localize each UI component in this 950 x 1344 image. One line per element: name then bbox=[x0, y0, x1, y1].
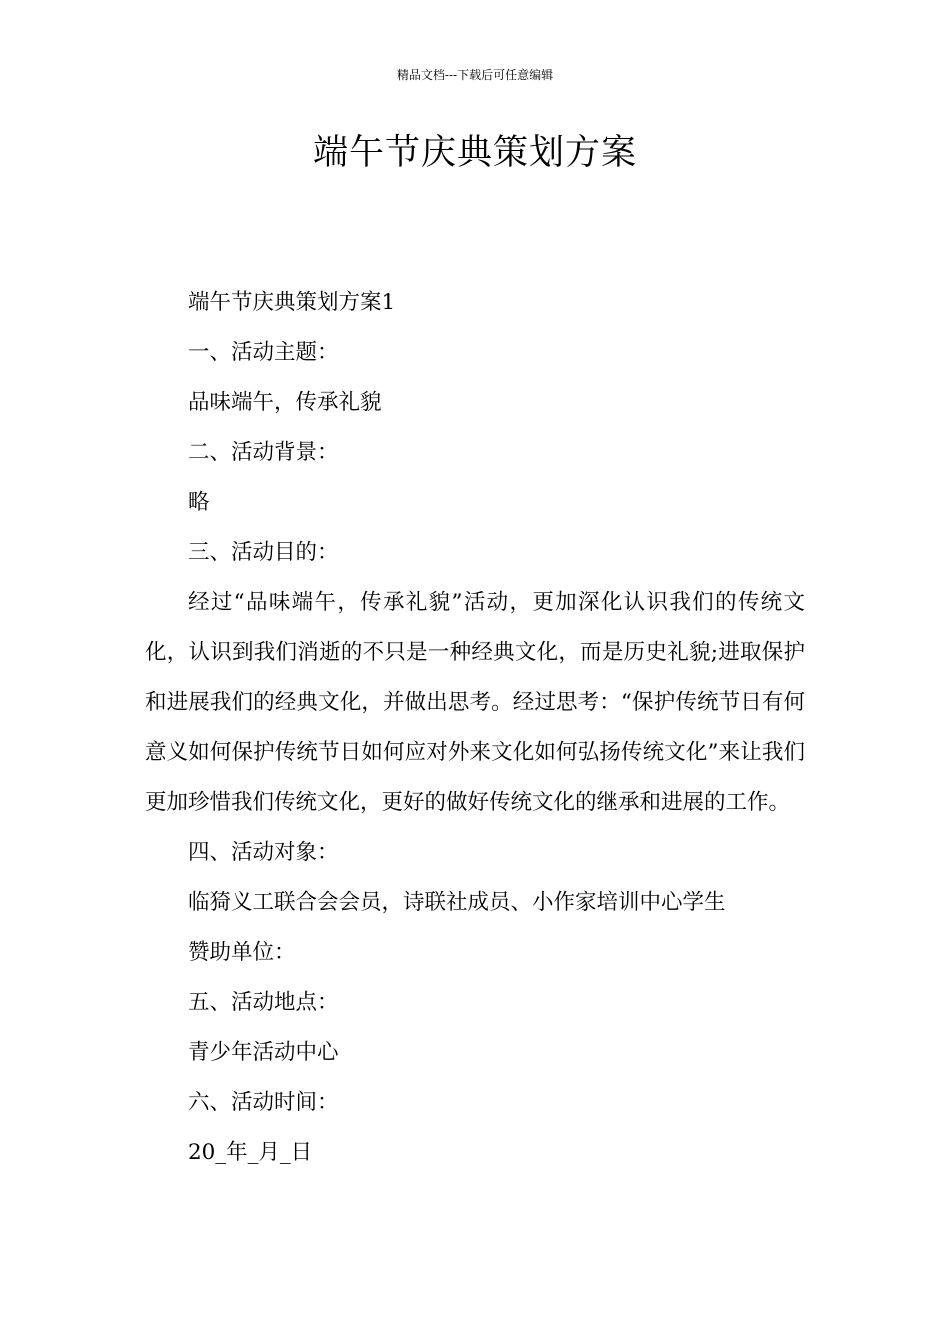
venue-heading: 五、活动地点： bbox=[188, 990, 339, 1015]
theme-heading: 一、活动主题： bbox=[188, 340, 339, 365]
background-text: 略 bbox=[188, 490, 210, 515]
time-heading: 六、活动时间： bbox=[188, 1090, 339, 1115]
venue-text: 青少年活动中心 bbox=[188, 1040, 339, 1065]
background-heading: 二、活动背景： bbox=[188, 440, 339, 465]
document-body bbox=[145, 278, 805, 1178]
document-title: 端午节庆典策划方案 bbox=[312, 133, 637, 173]
audience-text: 临猗义工联合会会员，诗联社成员、小作家培训中心学生 bbox=[188, 890, 726, 915]
purpose-heading: 三、活动目的： bbox=[188, 540, 339, 565]
time-text: 20_年_月_日 bbox=[188, 1140, 313, 1165]
audience-heading: 四、活动对象： bbox=[188, 840, 339, 865]
theme-text: 品味端午，传承礼貌 bbox=[188, 390, 382, 415]
header-note: 精品文档---下载后可任意编辑 bbox=[396, 68, 554, 82]
purpose-paragraph: 经过“品味端午，传承礼貌”活动，更加深化认识我们的传统文化，认识到我们消逝的不只是一种经典文化，而是历史礼貌;进取保护和进展我们的经典文化，并做出思考。经过思考：“保护传统节日有何意义如何保护传统节日如何应对外来文化如何弘扬传统文化”来让我们更加珍惜我们传统文化，更好的做好传统文化的继承和进展的工作。 bbox=[145, 590, 805, 815]
plan-heading: 端午节庆典策划方案1 bbox=[188, 290, 396, 315]
sponsor-label: 赞助单位： bbox=[188, 940, 296, 965]
